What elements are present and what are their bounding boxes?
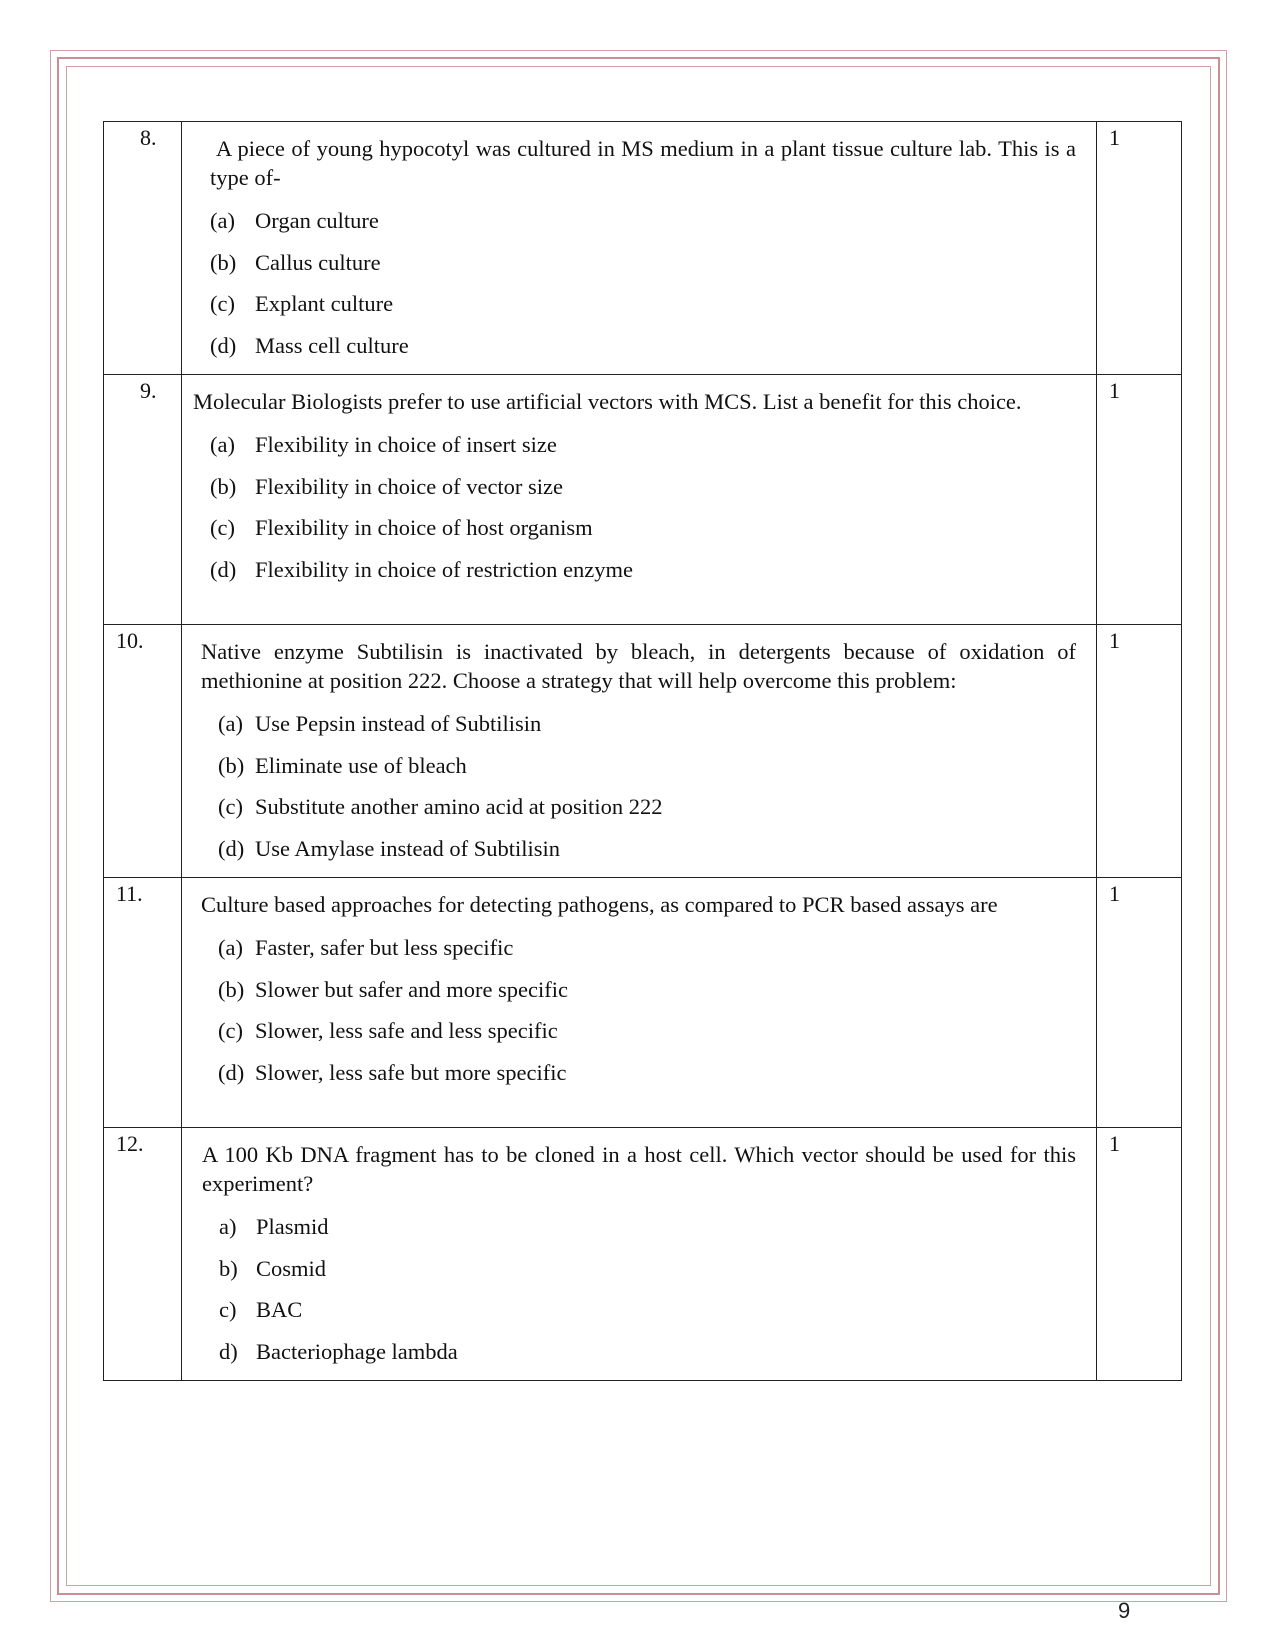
options-list (201, 703, 1076, 869)
option-text: Explant culture (255, 291, 394, 316)
options-list (210, 200, 1076, 366)
question-content (182, 1128, 1097, 1381)
option-label: a) (219, 1214, 237, 1239)
option-label: (a) (210, 432, 235, 457)
option-text: BAC (256, 1297, 303, 1322)
question-marks: 1 (1097, 1128, 1182, 1381)
option-text: Slower, less safe but more specific (255, 1059, 567, 1085)
question-number: 8. (104, 122, 182, 375)
option-text: Flexibility in choice of host organism (255, 515, 593, 540)
question-marks: 1 (1097, 122, 1182, 375)
option (219, 1289, 1076, 1331)
option-label: (d) (218, 835, 245, 861)
question-stem: A 100 Kb DNA fragment has to be cloned in a host cell. Which vector should be used for this experiment? (202, 1142, 1076, 1196)
question-stem: Molecular Biologists prefer to use artificial vectors with MCS. List a benefit for this choice. (193, 389, 1022, 414)
question-row (104, 1128, 1182, 1381)
option-text: Plasmid (256, 1214, 329, 1239)
question-row (104, 122, 1182, 375)
question-table (103, 121, 1182, 1381)
option-label: b) (219, 1255, 238, 1281)
option-text: Bacteriophage lambda (256, 1338, 458, 1364)
option (218, 828, 1076, 870)
option-label: (d) (210, 556, 237, 582)
option-label: (c) (218, 1018, 243, 1043)
option (218, 745, 1076, 787)
question-content (182, 878, 1097, 1128)
option-text: Cosmid (256, 1255, 327, 1281)
option (210, 466, 1076, 508)
option-label: (b) (218, 752, 245, 778)
question-stem: A piece of young hypocotyl was cultured in MS medium in a plant tissue culture lab. This is a type of- (210, 136, 1076, 190)
question-number: 11. (104, 878, 182, 1128)
option-text: Mass cell culture (255, 332, 409, 358)
option (218, 1010, 1076, 1052)
option (210, 549, 1076, 591)
option-label: (d) (218, 1059, 245, 1085)
option (219, 1331, 1076, 1373)
option-text: Use Pepsin instead of Subtilisin (255, 711, 542, 736)
option (218, 703, 1076, 745)
option-text: Callus culture (255, 249, 381, 275)
option (210, 283, 1076, 325)
option-label: (b) (210, 473, 237, 499)
option-label: (d) (210, 332, 237, 358)
option (218, 969, 1076, 1011)
option-label: (c) (210, 515, 235, 540)
option (219, 1206, 1076, 1248)
option-text: Slower, less safe and less specific (255, 1018, 558, 1043)
question-content (182, 122, 1097, 375)
option (218, 1052, 1076, 1094)
option-text: Slower but safer and more specific (255, 976, 569, 1002)
question-stem: Culture based approaches for detecting pathogens, as compared to PCR based assays are (201, 892, 998, 917)
option-label: (c) (210, 291, 235, 316)
option-label: (a) (210, 208, 235, 233)
question-stem: Native enzyme Subtilisin is inactivated by bleach, in detergents because of oxidation of methionine at position 222. Choose a strategy that will help overcome this problem: (201, 639, 1076, 693)
options-list (193, 424, 1076, 590)
option-label: (b) (218, 976, 245, 1002)
question-row (104, 625, 1182, 878)
question-content (182, 375, 1097, 625)
options-list (201, 927, 1076, 1093)
option-text: Substitute another amino acid at position 222 (255, 794, 663, 819)
option-label: c) (219, 1297, 237, 1322)
question-marks: 1 (1097, 375, 1182, 625)
option-text: Eliminate use of bleach (255, 752, 467, 778)
question-number: 10. (104, 625, 182, 878)
options-list (202, 1206, 1076, 1372)
option (210, 424, 1076, 466)
question-content (182, 625, 1097, 878)
option (218, 786, 1076, 828)
option (210, 200, 1076, 242)
option (219, 1248, 1076, 1290)
question-marks: 1 (1097, 625, 1182, 878)
option-label: (a) (218, 711, 243, 736)
question-row (104, 878, 1182, 1128)
option-label: (b) (210, 249, 237, 275)
option-label: (c) (218, 794, 243, 819)
option (210, 507, 1076, 549)
option-text: Organ culture (255, 208, 379, 233)
question-number: 12. (104, 1128, 182, 1381)
question-row (104, 375, 1182, 625)
option (210, 242, 1076, 284)
option-text: Use Amylase instead of Subtilisin (255, 835, 560, 861)
option-text: Flexibility in choice of insert size (255, 432, 557, 457)
option-text: Flexibility in choice of restriction enzyme (255, 556, 634, 582)
option (218, 927, 1076, 969)
page-number: 9 (1118, 1598, 1131, 1623)
question-number: 9. (104, 375, 182, 625)
option-label: (a) (218, 935, 243, 960)
option-text: Flexibility in choice of vector size (255, 473, 564, 499)
option-text: Faster, safer but less specific (255, 935, 514, 960)
question-marks: 1 (1097, 878, 1182, 1128)
option (210, 325, 1076, 367)
option-label: d) (219, 1338, 238, 1364)
